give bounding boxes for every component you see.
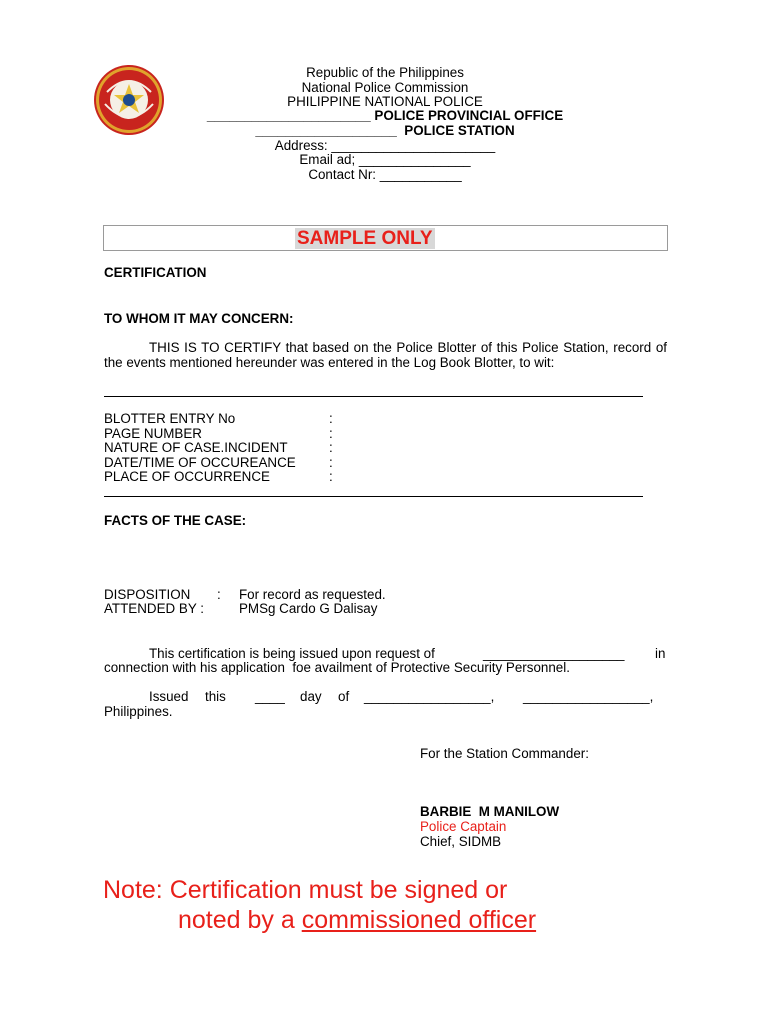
commissioned-officer-text: commissioned officer [301,906,537,934]
philippines-word: Philippines. [104,704,173,719]
for-station-commander: For the Station Commander: [420,746,589,761]
this-word: this [205,689,226,704]
header-napolcom: National Police Commission [301,80,469,95]
disposition-sep: : [217,587,221,602]
entry-row [104,454,333,470]
entry-sep: : [329,425,333,441]
entry-label: NATURE OF CASE.INCIDENT [104,440,288,455]
year-blank: _________________, [523,689,654,704]
police-station-label: POLICE STATION [396,123,515,138]
disposition-label: DISPOSITION [104,587,191,602]
request-lead: This certification is being issued upon request of [149,646,435,661]
facts-heading: FACTS OF THE CASE: [104,513,247,528]
header-provincial-office [0,108,770,123]
sample-banner-box [103,225,668,251]
to-whom-heading: TO WHOM IT MAY CONCERN: [104,311,294,326]
entry-row [104,411,333,426]
signatory-name: BARBIE M MANILOW [420,804,560,819]
day-word: day [300,689,322,704]
of-word: of [338,689,350,704]
sample-only-label: SAMPLE ONLY [297,228,433,249]
disposition-value: For record as requested. [239,587,386,602]
divider-top [104,396,643,397]
entry-sep: : [329,469,333,484]
entry-sep: : [329,411,333,426]
entry-row [104,425,333,441]
header-pnp: PHILIPPINE NATIONAL POLICE [287,94,483,109]
police-station-blank: ___________________ [255,123,397,138]
entry-sep: : [329,454,333,470]
requester-blank: ___________________ [483,646,625,661]
entry-label: BLOTTER ENTRY No [104,411,236,426]
entry-sep: : [329,440,333,455]
header-email: Email ad; _______________ [299,152,471,167]
request-line2: connection with his application foe availment of Protective Security Personnel. [104,660,570,675]
body-paragraph: THIS IS TO CERTIFY that based on the Police Blotter of this Police Station, record of the events mentioned hereunder was entered in the Log Book Blotter, to wit: [104,340,667,370]
signatory-rank: Police Captain [420,819,507,834]
header-republic: Republic of the Philippines [306,65,464,80]
request-tail: in [655,646,666,661]
month-blank: _________________, [364,689,495,704]
day-blank: ____ [255,689,285,704]
entry-label: PLACE OF OCCURRENCE [104,469,270,484]
entry-row [104,469,333,484]
header-contact: Contact Nr: ___________ [308,167,462,182]
note-line1: Note: Certification must be signed or [103,876,508,904]
certification-title: CERTIFICATION [104,265,207,280]
note-line2-prefix: noted by a [178,906,302,934]
entry-label: DATE/TIME OF OCCUREANCE [104,454,296,470]
issued-word: Issued [149,689,189,704]
entry-label: PAGE NUMBER [104,425,202,441]
entry-row [104,440,333,455]
note-line2 [178,905,536,935]
provincial-office-label: POLICE PROVINCIAL OFFICE [370,108,564,123]
divider-bottom [104,496,643,497]
attended-by-value: PMSg Cardo G Dalisay [239,601,378,616]
blotter-entries [104,411,333,484]
signatory-position: Chief, SIDMB [420,834,502,849]
attended-by-label: ATTENDED BY : [104,601,204,616]
header-address: Address: ______________________ [274,138,496,153]
provincial-office-blank: ______________________ [206,108,371,123]
header-police-station [0,123,770,138]
